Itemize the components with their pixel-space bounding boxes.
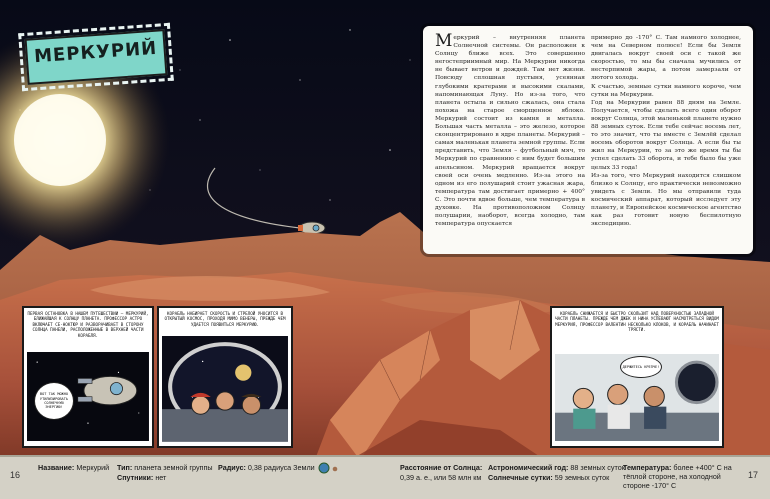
footer-distance-value: 0,39 а. е., или 58 млн км [400, 473, 482, 482]
paragraph: Из-за того, что Меркурий находится слишком близко к Солнцу, его практически невозможно увидеть с Земли. Но мы отправили туда космический аппарат, который исследует эту планету, и Европейское космическое агентство как раз готовит новую беспилотную экспедицию. [591, 172, 742, 228]
main-text-box [423, 26, 753, 254]
footer-solar-day: Солнечные сутки: 59 земных суток [488, 473, 610, 482]
footer-name: Название: Меркурий [38, 463, 110, 472]
speech-bubble: ДЕРЖИТЕСЬ КРЕПЧЕ! [620, 356, 662, 378]
text-column-1 [435, 31, 585, 228]
paragraph: примерно до -170° С. Там намного холоднее, чем на Северном полюсе! Если бы Земля двигалась вокруг своей оси с такой же скоростью, то мы бы сначала мучились от нестерпимой жары, а потом замерзали от лютого холода. [591, 35, 741, 82]
footer-radius: Радиус: 0,38 радиуса Земли [218, 463, 315, 472]
planet-size-comparison-icon [318, 460, 340, 476]
panel-2-art [162, 336, 288, 442]
page-title-badge [18, 23, 174, 91]
comic-panel-2 [157, 306, 293, 448]
page-number-right: 17 [748, 470, 759, 480]
paragraph: К счастью, земные сутки намного короче, чем сутки на Меркурии. [591, 83, 741, 98]
panel-caption: ПЕРВАЯ ОСТАНОВКА В НАШЕМ ПУТЕШЕСТВИИ – МЕРКУРИЙ, БЛИЖАЙШАЯ К СОЛНЦУ ПЛАНЕТА. ПРОФЕССОР АСТРО ВКЛЮЧАЕТ CE-НОКТЮР И РАЗВОРАЧИВАЕТ В СТОРОНУ СОЛНЦА ПАНЕЛИ, РАСПОЛОЖЕННЫЕ В ВЕРХНЕЙ ЧАСТИ КОРАБЛЯ. [27, 311, 149, 338]
speech-bubble: ВОТ ТАК МОЖНО УТИЛИЗИРОВАТЬ СОЛНЕЧНУЮ ЭНЕРГИЮ! [34, 382, 74, 420]
paragraph-intro [435, 31, 585, 228]
footer-satellites: Спутники: нет [117, 473, 167, 482]
comic-panel-1 [22, 306, 154, 448]
panel-caption: КОРАБЛЬ СНИЖАЕТСЯ И БЫСТРО СКОЛЬЗИТ НАД ПОВЕРХНОСТЬЮ ЗАПАДНОЙ ЧАСТИ ПЛАНЕТЫ. ПРЕЖДЕ ЧЕМ ДЖЕК И НИНА УСПЕВАЮТ НАСМОТРЕТЬСЯ ВИДОМ МЕРКУРИЯ, ПРОФЕССОР ВАЛЕНТИН НЕСКОЛЬКО КЛОКОВ, И КОРАБЛЬ НАЧИНАЕТ ТРЯСТИ. [555, 311, 719, 333]
page-title: МЕРКУРИЙ [33, 37, 158, 68]
paragraph-text: еркурий – внутренняя планета Солнечной системы. Он расположен к Солнцу ближе всех. Это совершенно негостеприимный мир. На Меркурии никогда не бывает ветров и дождей. Там нет жизни. Повсюду сплошная пустыня, усеянная глубокими кратерами и высокими скалами, напоминающая Луну. Но из-за того, что планета остыла и сильно сжалась, она стала похожа на старое сморщенное яблоко. Меркурий состоит из камня и металла. Большая часть металла – это железо, которое сконцентрировано в ядре планеты. Меркурий – самая маленькая планета земной группы. Если представить, что Земля – футбольный мяч, то Меркурий по сравнению с ним будет большим апельсином. Меркурий вращается вокруг своей оси очень медленно. Из-за этого на одном из его полушарий стоит ужасная жара, температура там достигает примерно + 400° С. Это почти вдвое больше, чем температура в духовке. На противоположном Солнцу полушарии, наоборот, всегда холодно, там температура опускается [435, 35, 585, 228]
dropcap: М [435, 31, 453, 51]
text-column-2 [591, 34, 741, 228]
panel-caption: КОРАБЛЬ НАБИРАЕТ СКОРОСТЬ И СТРЕЛОЙ УНОСИТСЯ В ОТКРЫТЫЙ КОСМОС, ПРОХОДЯ МИМО ВЕНЕРЫ, ПРЕЖДЕ ЧЕМ УДАЕТСЯ ПОЯВИТЬСЯ МЕРКУРИЮ. [164, 311, 286, 327]
footer-temperature: Температура: более +400° С на тёплой стороне, на холодной стороне -170° С [623, 463, 732, 490]
page-number-left: 16 [10, 470, 21, 480]
footer-distance: Расстояние от Солнца: [400, 463, 483, 472]
paragraph: Год на Меркурии равен 88 дням на Земле. Получается, чтобы сделать всего один оборот вокруг Солнца, этой маленькой планете нужно 88 земных суток. Если тебе сейчас восемь лет, то это значит, что ты вместе с Землёй сделал восемь оборотов вокруг Солнца. А если бы ты жил на Меркурии, то за это же время ты бы успел сделать 33 оборота, и тебе было бы уже целых 33 года! [591, 99, 741, 171]
footer-astro-year: Астрономический год: 88 земных суток [488, 463, 625, 472]
footer-type: Тип: планета земной группы [117, 463, 213, 472]
comic-panel-3 [550, 306, 724, 448]
